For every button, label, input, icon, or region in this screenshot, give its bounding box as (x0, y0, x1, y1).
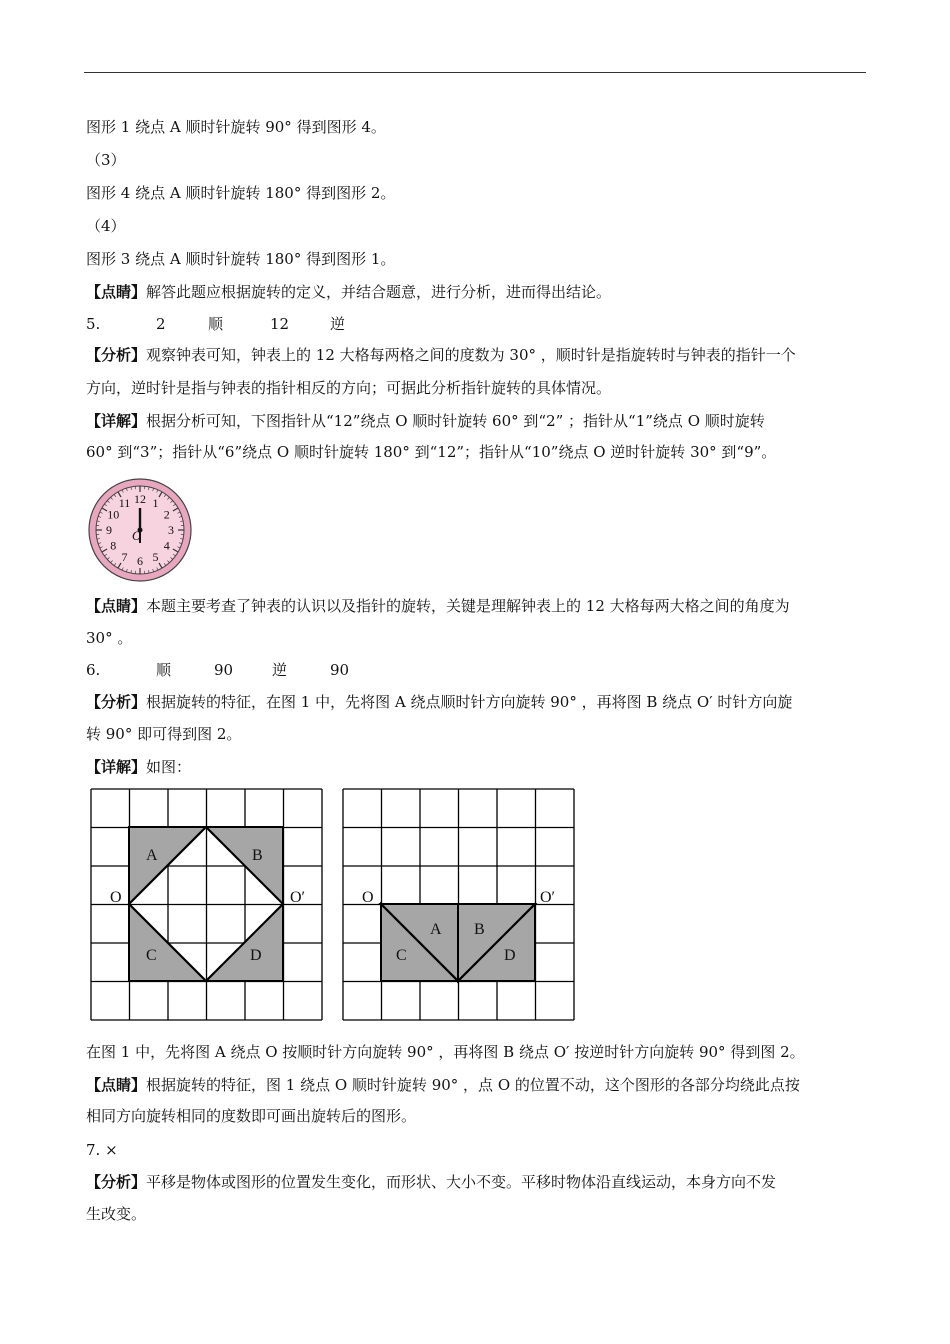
text-line: 60° 到“3”；指针从“6”绕点 O 顺时针旋转 180° 到“12”；指针从“10”绕点 O 逆时针旋转 30° 到“9”。 (86, 443, 777, 461)
clock-number: 7 (121, 549, 128, 564)
label-o-prime: O′ (290, 889, 306, 906)
text-line: （3） (86, 151, 126, 169)
clock-number: 12 (134, 492, 146, 506)
text-line: 图形 1 绕点 A 顺时针旋转 90° 得到图形 4。 (86, 118, 386, 136)
text-line: 方向，逆时针是指与钟表的指针相反的方向；可据此分析指针旋转的具体情况。 (86, 379, 612, 397)
analysis-line: 【分析】根据旋转的特征，在图 1 中，先将图 A 绕点顺时针方向旋转 90° ，再将图 B 绕点 O′ 时针方向旋 (86, 693, 793, 711)
analysis-line: 【分析】观察钟表可知，钟表上的 12 大格每两格之间的度数为 30° ，顺时针是指旋转时与钟表的指针一个 (86, 346, 796, 364)
label-c: C (146, 947, 157, 964)
clock-number: 6 (137, 554, 143, 568)
label-d: D (504, 947, 516, 964)
text-line: 转 90° 即可得到图 2。 (86, 725, 242, 743)
clock-number: 10 (107, 507, 120, 522)
text-line: 相同方向旋转相同的度数即可画出旋转后的图形。 (86, 1107, 417, 1125)
analysis-line: 【分析】平移是物体或图形的位置发生变化，而形状、大小不变。平移时物体沿直线运动，本身方向不发 (86, 1173, 777, 1191)
label-c: C (396, 947, 407, 964)
header-rule (84, 72, 866, 73)
label-a: A (430, 921, 442, 938)
tag-dianjing: 【点睛】 (86, 283, 147, 301)
text-line: 在图 1 中，先将图 A 绕点 O 按顺时针方向旋转 90° ，再将图 B 绕点 O′ 按逆时针方向旋转 90° 得到图 2。 (86, 1043, 805, 1061)
clock-number: 9 (106, 523, 112, 537)
clock-number: 5 (152, 549, 159, 564)
clock-number: 3 (168, 523, 174, 537)
label-o: O (362, 889, 374, 906)
label-o-prime: O′ (540, 889, 556, 906)
clock-number: 4 (163, 538, 170, 553)
label-a: A (146, 847, 158, 864)
clock-number: 11 (118, 496, 131, 511)
answer-5: 5. 2 顺 12 逆 (86, 315, 346, 333)
clock-number: 2 (163, 507, 170, 522)
label-b: B (474, 921, 485, 938)
comment-line: 【点睛】解答此题应根据旋转的定义，并结合题意，进行分析，进而得出结论。 (86, 283, 612, 301)
text-line: 30° 。 (86, 629, 133, 647)
grid-lines (91, 789, 322, 1020)
label-o: O (110, 889, 122, 906)
label-d: D (250, 947, 262, 964)
detail-line: 【详解】如图： (86, 758, 192, 776)
text-line: （4） (86, 217, 126, 235)
text-line: 图形 3 绕点 A 顺时针旋转 180° 得到图形 1。 (86, 250, 396, 268)
figure-1 (90, 788, 326, 1024)
clock-number: 1 (152, 496, 159, 511)
label-b: B (252, 847, 263, 864)
clock-center-label: O (132, 528, 142, 543)
detail-line: 【详解】根据分析可知，下图指针从“12”绕点 O 顺时针旋转 60° 到“2” ；指针从“1”绕点 O 顺时旋转 (86, 412, 765, 430)
answer-6: 6. 顺 90 逆 90 (86, 661, 350, 679)
comment-line: 【点睛】本题主要考查了钟表的认识以及指针的旋转，关键是理解钟表上的 12 大格每两大格之间的角度为 (86, 597, 790, 615)
clock-figure (86, 478, 196, 582)
figure-2 (342, 788, 578, 1024)
comment-line: 【点睛】根据旋转的特征，图 1 绕点 O 顺时针旋转 90° ，点 O 的位置不动，这个图形的各部分均绕此点按 (86, 1076, 800, 1094)
text-line: 图形 4 绕点 A 顺时针旋转 180° 得到图形 2。 (86, 184, 396, 202)
text-line: 生改变。 (86, 1205, 147, 1223)
answer-7: 7. × (86, 1141, 118, 1159)
clock-number: 8 (110, 538, 117, 553)
